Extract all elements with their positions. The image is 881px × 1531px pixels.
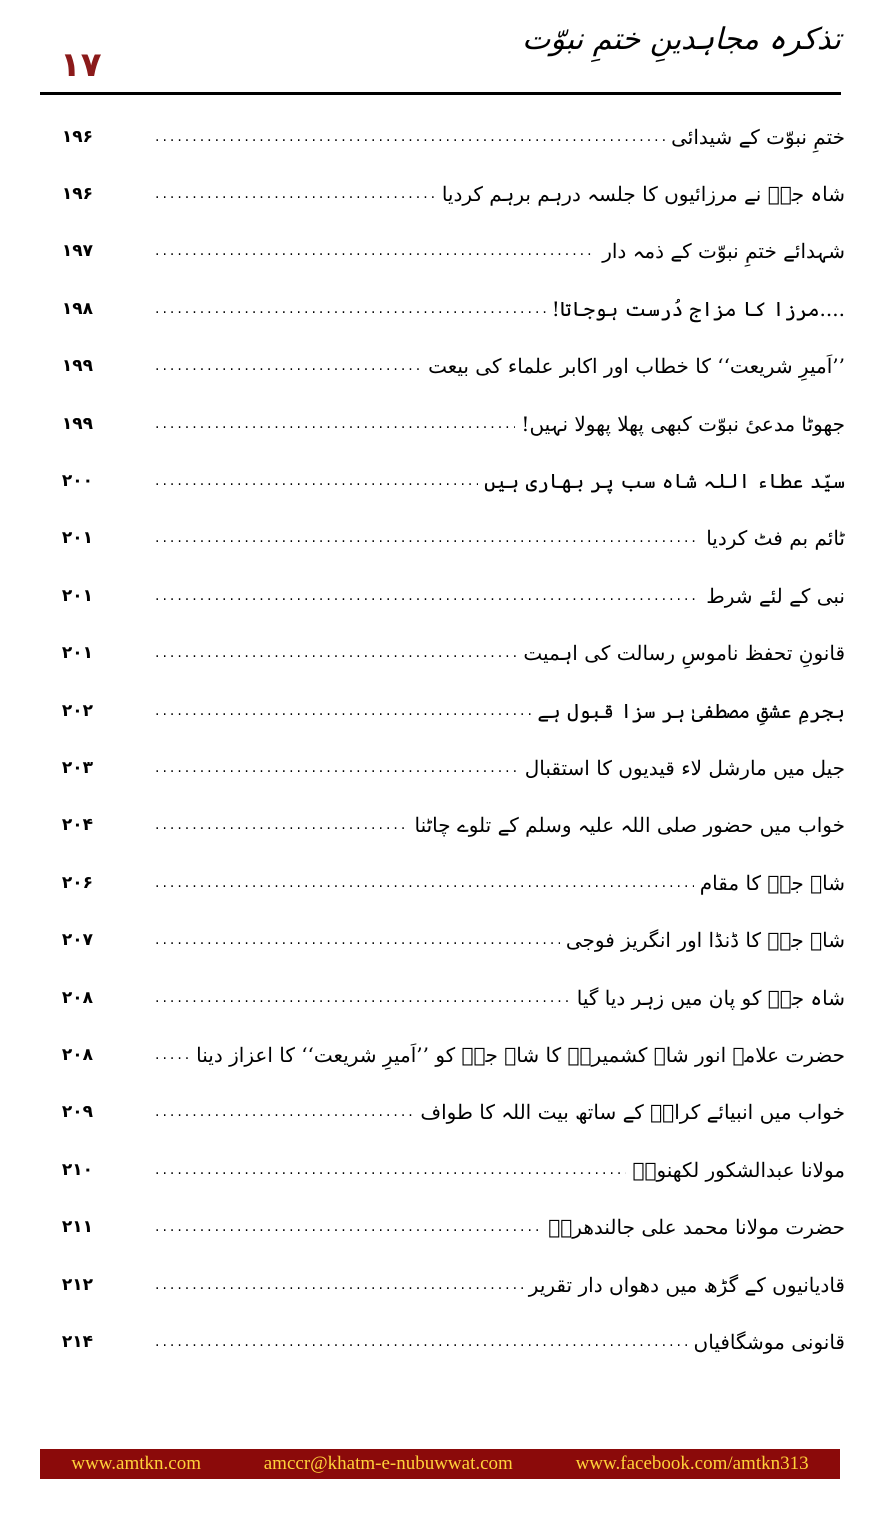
footer-email: amccr@khatm-e-nubuwwat.com [263, 1453, 513, 1474]
toc-leader-dots [155, 875, 694, 891]
toc-entry-page: ۲۰۸ [61, 987, 94, 1008]
toc-entry [40, 969, 845, 1026]
toc-entry-title: خواب میں حضور صلی اللہ علیہ وسلم کے تلوے چاٹنا [414, 813, 845, 838]
toc-leader-dots [155, 817, 408, 833]
toc-leader-dots [155, 416, 515, 432]
toc-leader-dots [155, 703, 531, 719]
toc-entry-page: ۱۹۶ [61, 184, 94, 205]
toc-entry [40, 854, 845, 911]
footer-website: www.amtkn.com [71, 1453, 201, 1474]
toc-leader-dots [155, 1277, 523, 1293]
toc-entry-title: شاہ جیؒ نے مرزائیوں کا جلسہ درہم برہم کردیا [441, 182, 845, 207]
toc-entry [40, 1026, 845, 1083]
toc-leader-dots [155, 1162, 626, 1178]
toc-entry [40, 165, 845, 222]
toc-leader-dots [155, 932, 560, 948]
toc-entry-page: ۱۹۸ [61, 298, 94, 319]
toc-leader-dots [155, 243, 596, 259]
toc-entry [40, 280, 845, 337]
toc-leader-dots [155, 588, 700, 604]
toc-entry [40, 223, 845, 280]
toc-entry [40, 1084, 845, 1141]
toc-entry [40, 108, 845, 165]
toc-entry-title: جھوٹا مدعیٔ نبوّت کبھی پھلا پھولا نہیں! [521, 411, 845, 436]
toc-entry-title: حضرت مولانا محمد علی جالندھریؒ [548, 1215, 845, 1240]
toc-entry-page: ۲۱۴ [61, 1331, 94, 1352]
page-number: ۱۷ [60, 45, 102, 85]
toc-leader-dots [155, 473, 478, 489]
toc-leader-dots [155, 990, 571, 1006]
toc-entry-page: ۲۰۹ [61, 1102, 94, 1123]
toc-entry [40, 1256, 845, 1313]
toc-leader-dots [155, 358, 422, 374]
toc-entry-title: قانونِ تحفظ ناموسِ رسالت کی اہمیت [523, 641, 845, 666]
toc-leader-dots [155, 760, 519, 776]
toc-entry-page: ۱۹۹ [61, 413, 94, 434]
header-divider [40, 92, 841, 95]
toc-entry-title: شہدائے ختمِ نبوّت کے ذمہ دار [602, 239, 845, 264]
book-title: تذکرہ مجاہدینِ ختمِ نبوّت [522, 22, 841, 57]
toc-entry-title: حضرت علامہ انور شاہ کشمیریؒ کا شاہ جیؒ کو ’’اَمیرِ شریعت‘‘ کا اعزاز دینا [196, 1042, 845, 1067]
toc-entry-title: ختمِ نبوّت کے شیدائی [671, 124, 845, 149]
toc-entry-page: ۲۰۳ [61, 757, 94, 778]
toc-leader-dots [155, 1047, 190, 1063]
toc-entry-page: ۲۱۱ [61, 1217, 94, 1238]
footer-bar [40, 1449, 840, 1479]
toc-leader-dots [155, 301, 546, 317]
toc-entry [40, 739, 845, 796]
toc-entry-title: شاہ جیؒ کا ڈنڈا اور انگریز فوجی [565, 928, 845, 953]
toc-leader-dots [155, 1334, 688, 1350]
toc-entry-title: قادیانیوں کے گڑھ میں دھواں دار تقریر [528, 1272, 845, 1297]
table-of-contents [40, 108, 845, 1371]
toc-entry [40, 338, 845, 395]
toc-entry-title: قانونی موشگافیاں [693, 1329, 845, 1354]
toc-leader-dots [155, 1104, 414, 1120]
toc-entry [40, 797, 845, 854]
toc-entry [40, 625, 845, 682]
toc-entry [40, 567, 845, 624]
toc-entry [40, 1198, 845, 1255]
toc-entry-page: ۲۰۷ [61, 930, 94, 951]
toc-entry-page: ۲۰۰ [61, 471, 94, 492]
toc-entry-page: ۲۰۱ [61, 643, 94, 664]
footer-facebook: www.facebook.com/amtkn313 [575, 1453, 809, 1474]
toc-entry [40, 911, 845, 968]
toc-entry-title: ٹائم بم فٹ کردیا [706, 526, 845, 551]
toc-entry-title: سیّد عطاء اللہ شاہ سب پر بھاری ہیں [484, 469, 845, 494]
toc-leader-dots [155, 645, 517, 661]
toc-entry-page: ۲۱۲ [61, 1274, 94, 1295]
toc-entry-page: ۲۰۲ [61, 700, 94, 721]
toc-entry-title: شاہ جیؒ کا مقام [699, 870, 845, 895]
toc-entry-title: شاہ جیؒ کو پان میں زہر دیا گیا [576, 985, 845, 1010]
toc-entry-page: ۲۰۸ [61, 1044, 94, 1065]
toc-entry-page: ۲۰۱ [61, 528, 94, 549]
toc-leader-dots [155, 1219, 542, 1235]
toc-entry-page: ۲۰۴ [61, 815, 94, 836]
toc-entry-title: مولانا عبدالشکور لکھنویؒ [632, 1157, 845, 1182]
toc-entry-title: ’’اَمیرِ شریعت‘‘ کا خطاب اور اکابر علماء کی بیعت [428, 354, 845, 379]
toc-entry-page: ۱۹۷ [61, 241, 94, 262]
toc-entry-title: نبی کے لئے شرط [706, 583, 845, 608]
toc-entry-page: ۱۹۹ [61, 356, 94, 377]
toc-entry [40, 510, 845, 567]
toc-leader-dots [155, 186, 436, 202]
toc-entry-page: ۲۱۰ [61, 1159, 94, 1180]
toc-entry [40, 682, 845, 739]
toc-leader-dots [155, 129, 665, 145]
toc-entry-page: ۲۰۱ [61, 585, 94, 606]
page-header [40, 0, 841, 95]
toc-entry [40, 1141, 845, 1198]
toc-entry [40, 395, 845, 452]
toc-entry [40, 1313, 845, 1370]
toc-entry-title: ....مرزا کا مزاج دُرست ہوجاتا! [551, 296, 845, 321]
toc-entry-title: بجرمِ عشقِ مصطفیٰ ہر سزا قبول ہے [537, 698, 845, 723]
toc-entry-title: جیل میں مارشل لاء قیدیوں کا استقبال [524, 755, 845, 780]
toc-entry-page: ۲۰۶ [61, 872, 94, 893]
toc-entry [40, 452, 845, 509]
toc-leader-dots [155, 530, 700, 546]
toc-entry-page: ۱۹۶ [61, 126, 94, 147]
toc-entry-title: خواب میں انبیائے کرامؑ کے ساتھ بیت اللہ کا طواف [420, 1100, 845, 1125]
